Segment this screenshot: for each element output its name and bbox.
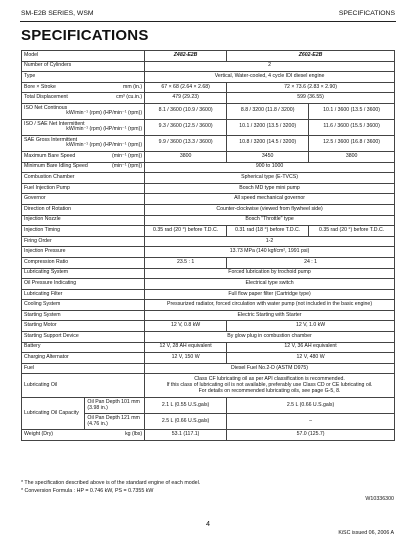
- iso-int-label: ISO / SAE Net Intermittent: [24, 120, 85, 127]
- table-row: [22, 162, 395, 173]
- oil-line-3: For details on recommended lubricating oils, see page G-5, 8.: [198, 387, 341, 394]
- table-row: [22, 289, 395, 300]
- idle-value: 900 to 1000: [145, 162, 395, 173]
- issued-label: KiSC issued 06, 2006 A: [338, 530, 394, 536]
- timing-1: 0.35 rad (20 °) before T.D.C.: [145, 226, 227, 237]
- idle-label: Minimum Bare Idling Speed: [24, 163, 88, 170]
- type-value: Vertical, Water-cooled, 4 cycle IDI diesel engine: [145, 72, 395, 83]
- timing-label: Injection Timing: [22, 226, 145, 237]
- max-speed-label: Maximum Bare Speed: [24, 152, 76, 159]
- bore-label-cell: [22, 82, 145, 93]
- oil-line-2: If this class of lubricating oil is not available, preferably use Class CD or CE lubricating oil.: [166, 381, 373, 388]
- motor-label: Starting Motor: [22, 321, 145, 332]
- iso-int-1: 9.3 / 3600 (12.5 / 3600): [145, 119, 227, 135]
- table-row: [22, 342, 395, 353]
- table-row: [22, 194, 395, 205]
- table-row: [22, 257, 395, 268]
- table-row: [22, 119, 395, 135]
- alternator-label: Charging Alternator: [22, 353, 145, 364]
- iso-int-2: 10.1 / 3200 (13.5 / 3200): [227, 119, 309, 135]
- pan1-z602: 2.5 L (0.66 U.S.gals): [227, 398, 395, 414]
- compression-z602: 24 : 1: [227, 257, 395, 268]
- starting-value: Electric Starting with Starter: [145, 310, 395, 321]
- oil-value-cell: [145, 374, 395, 398]
- table-row: [22, 236, 395, 247]
- max-speed-label-cell: [22, 151, 145, 162]
- pan2-z602: –: [227, 414, 395, 430]
- model-label: Model: [22, 51, 145, 62]
- iso-cont-2: 8.8 / 3200 (11.8 / 3200): [227, 103, 309, 119]
- disp-label-cell: [22, 93, 145, 104]
- fuel-label: Fuel: [22, 363, 145, 374]
- weight-label: Weight (Dry): [24, 431, 54, 438]
- support-value: By glow plug in combustion chamber: [145, 332, 395, 343]
- bore-z602: 72 × 73.6 (2.83 × 2.90): [227, 82, 395, 93]
- oil-pressure-label: Oil Pressure Indicating: [22, 279, 145, 290]
- pan2-z482: 2.5 L (0.66 U.S.gals): [145, 414, 227, 430]
- pan1-label: Oil Pan Depth 101 mm (3.98 in.): [85, 398, 145, 414]
- lub-filter-value: Full flow paper filter (Cartridge type): [145, 289, 395, 300]
- table-row: [22, 353, 395, 364]
- weight-unit: kg (lbs): [125, 431, 143, 438]
- specifications-table: [21, 50, 395, 441]
- sae-label-cell: [22, 135, 145, 151]
- table-row: [22, 61, 395, 72]
- model-z482-header: Z482-E2B: [145, 51, 227, 62]
- max-speed-2: 3450: [227, 151, 309, 162]
- nozzle-value: Bosch "Throttle" type: [145, 215, 395, 226]
- weight-z482: 53.1 (117.1): [145, 430, 227, 441]
- page-number: 4: [206, 519, 210, 528]
- lub-system-label: Lubricating System: [22, 268, 145, 279]
- bore-label: Bore × Stroke: [24, 83, 56, 90]
- oil-pressure-value: Electrical type switch: [145, 279, 395, 290]
- battery-z602: 12 V, 36 AH equivalent: [227, 342, 395, 353]
- sae-3: 12.5 / 3600 (16.8 / 3600): [309, 135, 395, 151]
- alternator-z602: 12 V, 480 W: [227, 353, 395, 364]
- cooling-value: Pressurized radiator, forced circulation with water pump (not included in the basic engine): [145, 300, 395, 311]
- pump-value: Bosch MD type mini pump: [145, 183, 395, 194]
- iso-int-unit: kW/min⁻¹ (rpm) (HP/min⁻¹ (rpm)): [66, 126, 143, 133]
- timing-2: 0.31 rad (18 °) before T.D.C.: [227, 226, 309, 237]
- cylinders-value: 2: [145, 61, 395, 72]
- footnote-conversion: * Conversion Formula : HP = 0.746 kW, PS = 0.7355 kW: [21, 487, 154, 494]
- weight-z602: 57.0 (125.7): [227, 430, 395, 441]
- max-speed-3: 3800: [309, 151, 395, 162]
- cooling-label: Cooling System: [22, 300, 145, 311]
- table-row: [22, 332, 395, 343]
- rotation-label: Direction of Rotation: [22, 204, 145, 215]
- fuel-value: Diesel Fuel No.2-D (ASTM D975): [145, 363, 395, 374]
- disp-label: Total Displacement: [24, 94, 68, 101]
- pump-label: Fuel Injection Pump: [22, 183, 145, 194]
- footnote-standard: * The specification described above is of the standard engine of each model.: [21, 480, 201, 486]
- table-row: [22, 363, 395, 374]
- compression-label: Compression Ratio: [22, 257, 145, 268]
- combustion-label: Combustion Chamber: [22, 173, 145, 184]
- idle-unit: (min⁻¹ (rpm)): [111, 163, 143, 170]
- table-row: [22, 173, 395, 184]
- bore-unit: mm (in.): [123, 83, 143, 90]
- iso-cont-3: 10.1 / 3600 (13.5 / 3600): [309, 103, 395, 119]
- table-row: [22, 268, 395, 279]
- max-speed-unit: (min⁻¹ (rpm)): [111, 152, 143, 159]
- iso-cont-label-cell: [22, 103, 145, 119]
- oil-line-1: Class CF lubricating oil as per API classification is recommended.: [194, 375, 345, 382]
- table-row: [22, 321, 395, 332]
- idle-label-cell: [22, 162, 145, 173]
- table-row: [22, 82, 395, 93]
- battery-z482: 12 V, 28 AH equivalent: [145, 342, 227, 353]
- iso-cont-unit: kW/min⁻¹ (rpm) (HP/min⁻¹ (rpm)): [66, 110, 143, 117]
- governor-value: All speed mechanical governor: [145, 194, 395, 205]
- table-row: [22, 215, 395, 226]
- pressure-value: 13.73 MPa (140 kgf/cm², 1991 psi): [145, 247, 395, 258]
- table-row: [22, 151, 395, 162]
- firing-value: 1-2: [145, 236, 395, 247]
- lub-system-value: Forced lubrication by trochoid pump: [145, 268, 395, 279]
- type-label: Type: [22, 72, 145, 83]
- table-row: [22, 430, 395, 441]
- pan2-label: Oil Pan Depth 121 mm (4.76 in.): [85, 414, 145, 430]
- governor-label: Governor: [22, 194, 145, 205]
- capacity-label: Lubricating Oil Capacity: [22, 398, 85, 430]
- timing-3: 0.35 rad (20 °) before T.D.C.: [309, 226, 395, 237]
- table-row: [22, 279, 395, 290]
- rotation-value: Counter-clockwise (viewed from flywheel side): [145, 204, 395, 215]
- table-row: [22, 226, 395, 237]
- starting-label: Starting System: [22, 310, 145, 321]
- sae-2: 10.8 / 3200 (14.5 / 3200): [227, 135, 309, 151]
- sae-1: 9.9 / 3600 (13.3 / 3600): [145, 135, 227, 151]
- disp-z482: 479 (29.23): [145, 93, 227, 104]
- table-row: [22, 310, 395, 321]
- table-row: [22, 72, 395, 83]
- alternator-z482: 12 V, 150 W: [145, 353, 227, 364]
- max-speed-1: 3800: [145, 151, 227, 162]
- combustion-value: Spherical type (E-TVCS): [145, 173, 395, 184]
- oil-label: Lubricating Oil: [22, 374, 145, 398]
- iso-cont-1: 8.1 / 3600 (10.9 / 3600): [145, 103, 227, 119]
- header-manual-title: SM-E2B SERIES, WSM: [21, 10, 94, 17]
- nozzle-label: Injection Nozzle: [22, 215, 145, 226]
- table-row: [22, 135, 395, 151]
- table-row: [22, 204, 395, 215]
- support-label: Starting Support Device: [22, 332, 145, 343]
- motor-z602: 12 V, 1.0 kW: [227, 321, 395, 332]
- header-section-title: SPECIFICATIONS: [338, 10, 395, 17]
- battery-label: Battery: [22, 342, 145, 353]
- iso-int-label-cell: [22, 119, 145, 135]
- cylinders-label: Number of Cylinders: [22, 61, 145, 72]
- table-row: [22, 374, 395, 398]
- sae-unit: kW/min⁻¹ (rpm) (HP/min⁻¹ (rpm)): [66, 142, 143, 149]
- weight-label-cell: [22, 430, 145, 441]
- lub-filter-label: Lubricating Filter: [22, 289, 145, 300]
- model-z602-header: Z602-E2B: [227, 51, 395, 62]
- firing-label: Firing Order: [22, 236, 145, 247]
- table-row: [22, 398, 395, 414]
- table-row: [22, 103, 395, 119]
- disp-z602: 599 (36.55): [227, 93, 395, 104]
- sae-label: SAE Gross Intermittent: [24, 136, 78, 143]
- table-row: [22, 183, 395, 194]
- motor-z482: 12 V, 0.8 kW: [145, 321, 227, 332]
- header-divider: [20, 21, 396, 22]
- disp-unit: cm³ (cu.in.): [116, 94, 143, 101]
- compression-z482: 23.5 : 1: [145, 257, 227, 268]
- table-row: [22, 300, 395, 311]
- bore-z482: 67 × 68 (2.64 × 2.68): [145, 82, 227, 93]
- table-row: [22, 51, 395, 62]
- pressure-label: Injection Pressure: [22, 247, 145, 258]
- pan1-z482: 2.1 L (0.55 U.S.gals): [145, 398, 227, 414]
- page-title: SPECIFICATIONS: [21, 27, 149, 44]
- footnotes: [21, 480, 200, 495]
- iso-int-3: 11.6 / 3600 (15.5 / 3600): [309, 119, 395, 135]
- figure-code: W10336300: [365, 496, 394, 502]
- table-row: [22, 247, 395, 258]
- table-row: [22, 93, 395, 104]
- iso-cont-label: ISO Net Continous: [24, 104, 68, 111]
